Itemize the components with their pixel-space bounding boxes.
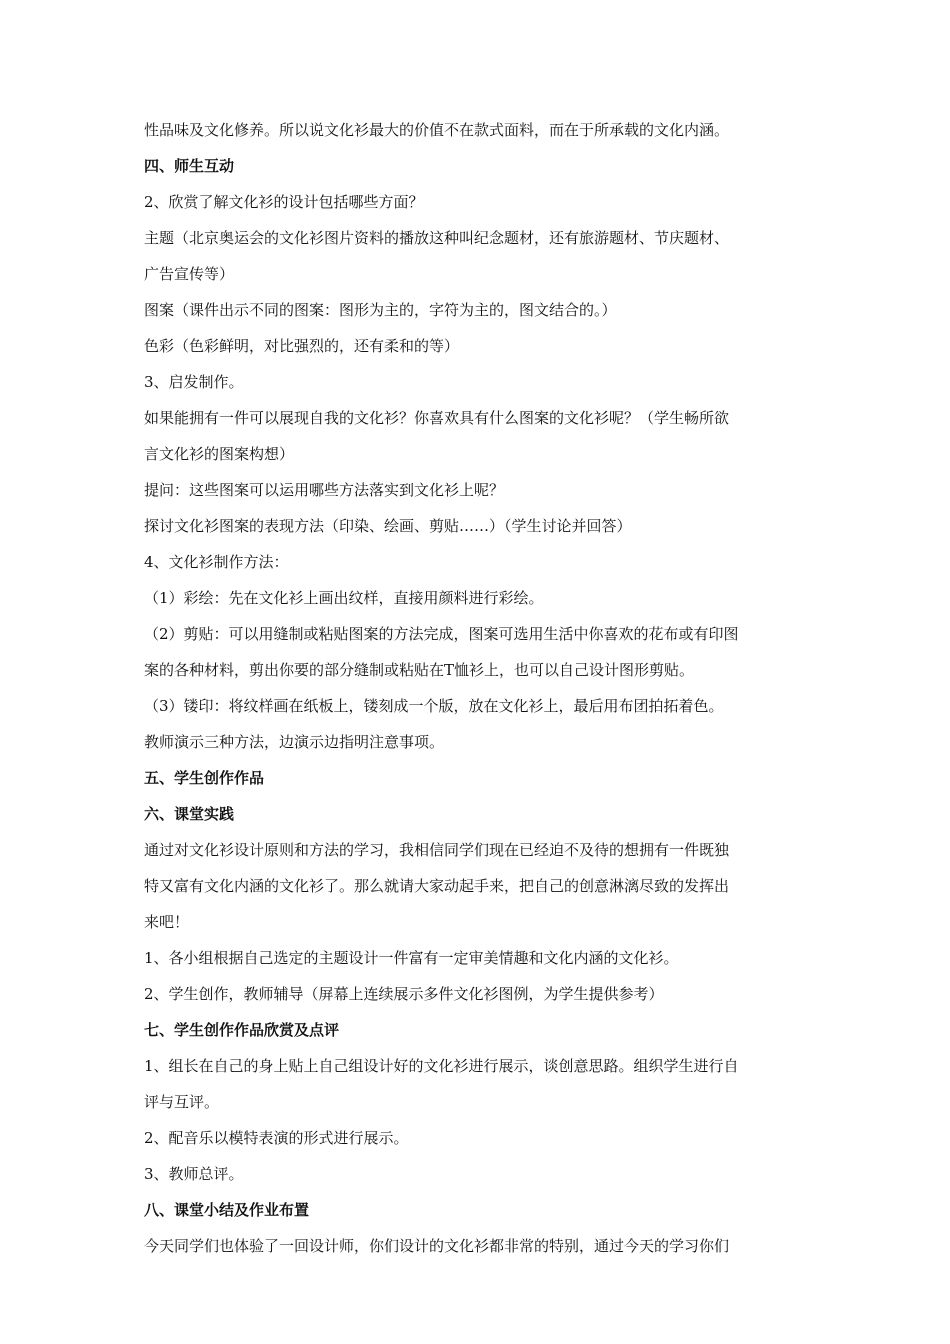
- text-line: 主题（北京奥运会的文化衫图片资料的播放这种叫纪念题材，还有旅游题材、节庆题材、: [144, 229, 730, 247]
- text-line: （2）剪贴：可以用缝制或粘贴图案的方法完成，图案可选用生活中你喜欢的花布或有印图: [144, 625, 739, 643]
- text-line: 案的各种材料，剪出你要的部分缝制或粘贴在T恤衫上，也可以自己设计图形剪贴。: [144, 661, 695, 679]
- text-line: 评与互评。: [144, 1093, 220, 1111]
- text-line: （1）彩绘：先在文化衫上画出纹样，直接用颜料进行彩绘。: [144, 589, 544, 607]
- section-heading: 八、课堂小结及作业布置: [144, 1201, 310, 1219]
- text-line: 通过对文化衫设计原则和方法的学习，我相信同学们现在已经迫不及待的想拥有一件既独: [144, 841, 730, 859]
- section-heading: 六、课堂实践: [144, 805, 235, 823]
- text-line: 2、配音乐以模特表演的形式进行展示。: [144, 1129, 409, 1147]
- text-line: 特又富有文化内涵的文化衫了。那么就请大家动起手来，把自己的创意淋漓尽致的发挥出: [144, 877, 730, 895]
- text-line: （3）镂印：将纹样画在纸板上，镂刻成一个版，放在文化衫上，最后用布团拍拓着色。: [144, 697, 724, 715]
- section-heading: 四、师生互动: [144, 157, 235, 175]
- text-line: 1、各小组根据自己选定的主题设计一件富有一定审美情趣和文化内涵的文化衫。: [144, 949, 679, 967]
- text-line: 色彩（色彩鲜明，对比强烈的，还有柔和的等）: [144, 337, 460, 355]
- text-line: 提问：这些图案可以运用哪些方法落实到文化衫上呢？: [144, 481, 505, 499]
- text-line: 来吧！: [144, 913, 190, 931]
- text-line: 如果能拥有一件可以展现自我的文化衫？你喜欢具有什么图案的文化衫呢？（学生畅所欲: [144, 409, 730, 427]
- text-line: 广告宣传等）: [144, 265, 235, 283]
- text-line: 探讨文化衫图案的表现方法（印染、绘画、剪贴……）（学生讨论并回答）: [144, 517, 632, 535]
- text-line: 图案（课件出示不同的图案：图形为主的，字符为主的，图文结合的。）: [144, 301, 617, 319]
- text-line: 2、欣赏了解文化衫的设计包括哪些方面？: [144, 193, 424, 211]
- section-heading: 五、学生创作作品: [144, 769, 265, 787]
- text-line: 2、学生创作，教师辅导（屏幕上连续展示多件文化衫图例，为学生提供参考）: [144, 985, 664, 1003]
- text-line: 4、文化衫制作方法：: [144, 553, 289, 571]
- text-line: 3、启发制作。: [144, 373, 244, 391]
- text-line: 今天同学们也体验了一回设计师，你们设计的文化衫都非常的特别，通过今天的学习你们: [144, 1237, 730, 1255]
- text-line: 言文化衫的图案构想）: [144, 445, 295, 463]
- section-heading: 七、学生创作作品欣赏及点评: [144, 1021, 340, 1039]
- text-line: 1、组长在自己的身上贴上自己组设计好的文化衫进行展示，谈创意思路。组织学生进行自: [144, 1057, 739, 1075]
- text-line: 性品味及文化修养。所以说文化衫最大的价值不在款式面料，而在于所承载的文化内涵。: [144, 121, 730, 139]
- text-line: 3、教师总评。: [144, 1165, 244, 1183]
- document-page: [144, 112, 814, 1264]
- text-line: 教师演示三种方法，边演示边指明注意事项。: [144, 733, 445, 751]
